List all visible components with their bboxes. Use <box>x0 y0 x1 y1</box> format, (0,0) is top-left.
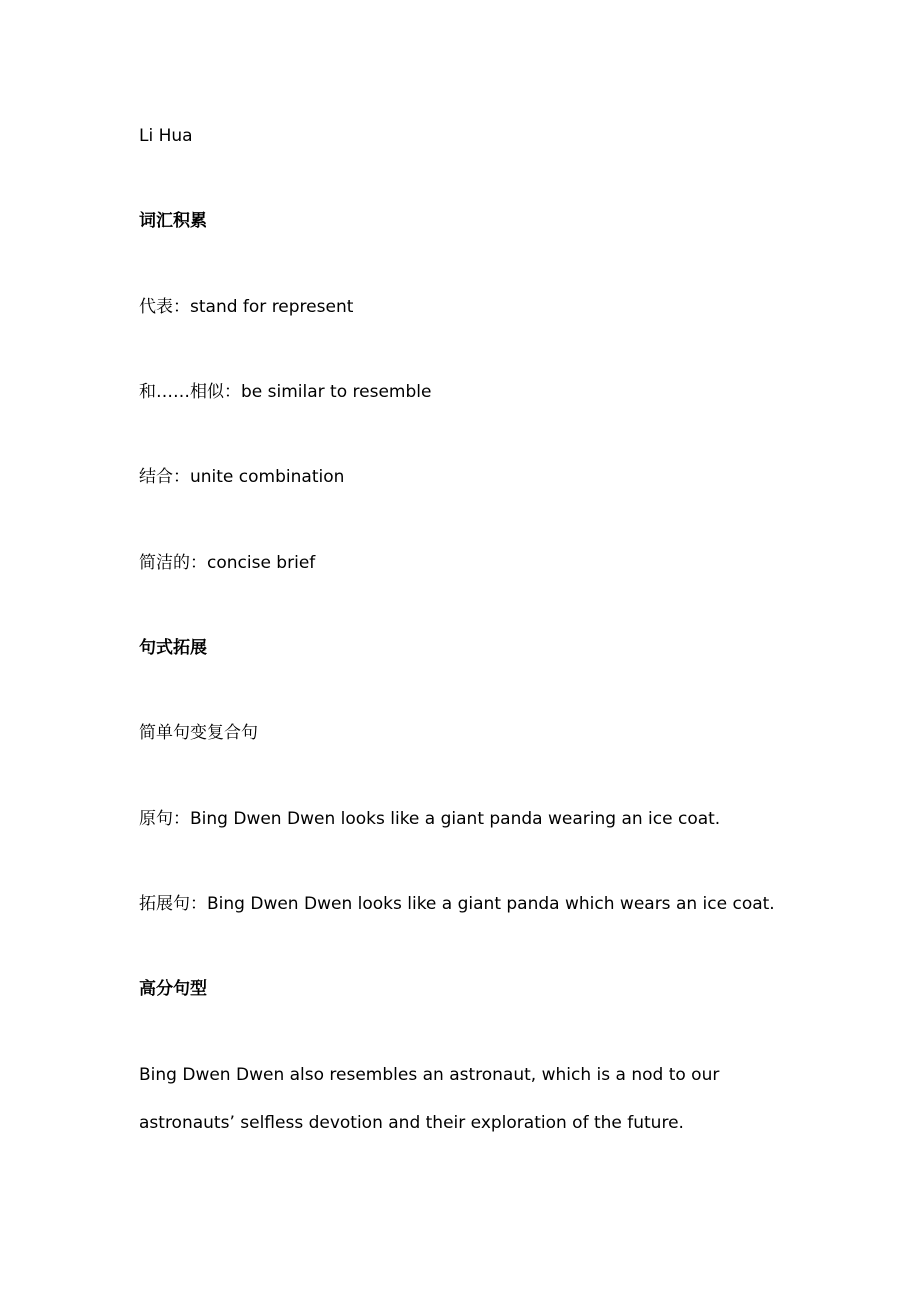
vocab-heading: 词汇积累 <box>139 211 207 231</box>
sentence-subheading: 简单句变复合句 <box>139 723 258 743</box>
pattern-line: Bing Dwen Dwen also resembles an astronaut, which is a nod to our <box>139 1065 720 1085</box>
vocab-item: 代表：stand for represent <box>139 297 354 317</box>
vocab-item: 简洁的：concise brief <box>139 553 316 573</box>
author-signature: Li Hua <box>139 126 193 146</box>
pattern-heading: 高分句型 <box>139 979 207 999</box>
original-sentence: 原句：Bing Dwen Dwen looks like a giant panda wearing an ice coat. <box>139 809 721 829</box>
sentence-heading: 句式拓展 <box>139 638 207 658</box>
pattern-line: astronauts’ selfless devotion and their exploration of the future. <box>139 1113 684 1133</box>
vocab-item: 结合：unite combination <box>139 467 345 487</box>
expanded-sentence: 拓展句：Bing Dwen Dwen looks like a giant panda which wears an ice coat. <box>139 894 775 914</box>
vocab-item: 和……相似：be similar to resemble <box>139 382 432 402</box>
